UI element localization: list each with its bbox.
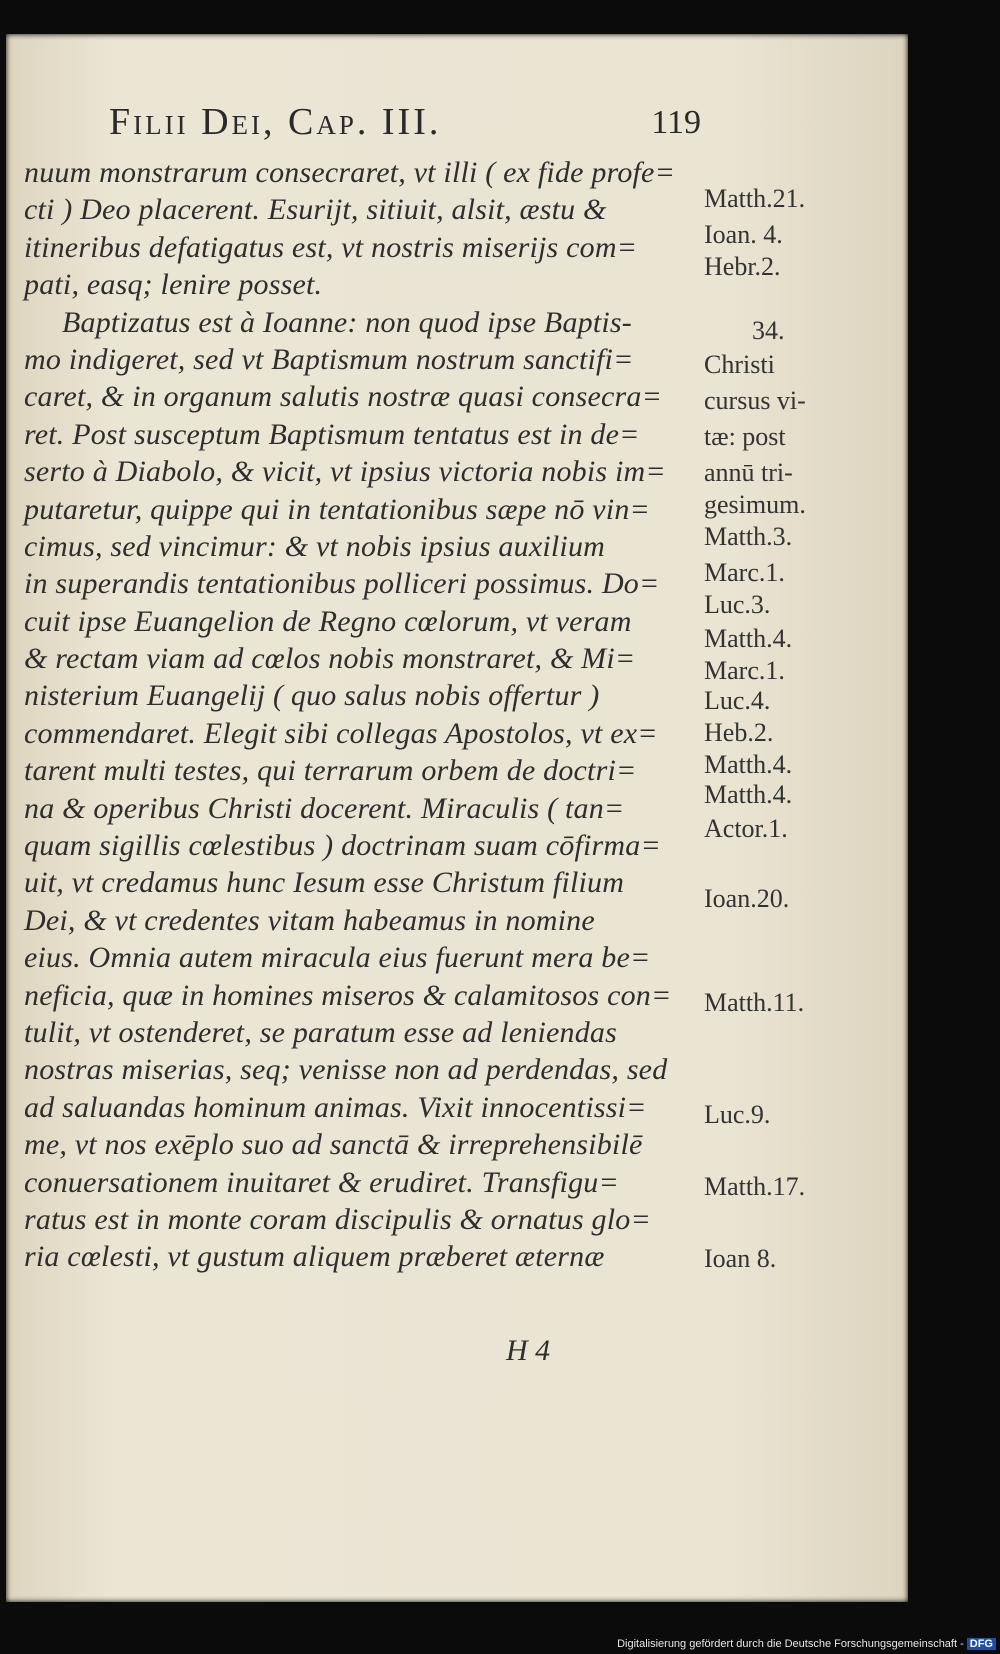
footer-credit xyxy=(617,1638,996,1650)
margin-note: Marc.1. xyxy=(704,558,785,587)
text-line: & rectam viam ad cœlos nobis monstraret, & Mi= xyxy=(24,642,636,676)
text-line: neficia, quæ in homines miseros & calamitosos con= xyxy=(24,978,672,1012)
dfg-logo: DFG xyxy=(967,1638,996,1650)
margin-note: Matth.17. xyxy=(704,1172,806,1201)
running-header xyxy=(109,100,701,154)
text-line: nuum monstrarum consecraret, vt illi ( ex fide profe= xyxy=(24,156,676,189)
margin-note: annū tri- xyxy=(704,458,793,487)
text-line: cimus, sed vincimur: & vt nobis ipsius auxilium xyxy=(24,529,606,563)
text-line: commendaret. Elegit sibi collegas Apostolos, vt ex= xyxy=(24,716,658,750)
text-line: nisterium Euangelij ( quo salus nobis offertur ) xyxy=(24,679,600,713)
text-line: caret, & in organum salutis nostræ quasi consecra= xyxy=(24,380,663,414)
margin-note: Heb.2. xyxy=(704,718,774,747)
text-line: na & operibus Christi docerent. Miraculis ( tan= xyxy=(24,791,625,825)
text-line: mo indigeret, sed vt Baptismum nostrum sanctifi= xyxy=(24,342,634,376)
text-line: conuersationem inuitaret & erudiret. Transfigu= xyxy=(24,1165,619,1199)
text-line: ret. Post susceptum Baptismum tentatus est in de= xyxy=(24,417,640,451)
margin-note: gesimum. xyxy=(704,490,806,519)
margin-note: tæ: post xyxy=(704,422,786,451)
text-line: in superandis tentationibus polliceri possimus. Do= xyxy=(24,567,660,601)
margin-note: Luc.3. xyxy=(704,590,771,619)
text-line: Baptizatus est à Ioanne: non quod ipse Baptis- xyxy=(62,305,632,339)
margin-note: Ioan.20. xyxy=(704,884,790,913)
margin-note: cursus vi- xyxy=(704,386,806,415)
text-line: quam sigillis cœlestibus ) doctrinam suam cōfirma= xyxy=(24,829,661,863)
margin-note: 34. xyxy=(752,316,785,345)
text-line: tarent multi testes, qui terrarum orbem de doctri= xyxy=(24,754,637,788)
margin-note: Matth.3. xyxy=(704,522,793,551)
margin-note: Luc.4. xyxy=(704,686,771,715)
text-line: tulit, vt ostenderet, se paratum esse ad leniendas xyxy=(24,1015,617,1049)
text-line: eius. Omnia autem miracula eius fuerunt mera be= xyxy=(24,941,651,975)
margin-note: Matth.21. xyxy=(704,184,806,213)
body-text xyxy=(24,154,706,1276)
margin-notes xyxy=(704,34,904,1434)
header-title: Filii Dei, Cap. III. xyxy=(109,101,442,143)
text-line: ratus est in monte coram discipulis & ornatus glo= xyxy=(24,1202,651,1236)
text-line: Dei, & vt credentes vitam habeamus in nomine xyxy=(24,903,595,937)
text-line: ad saluandas hominum animas. Vixit innocentissi= xyxy=(24,1090,647,1124)
margin-note: Matth.4. xyxy=(704,624,793,653)
text-line: uit, vt credamus hunc Iesum esse Christum filium xyxy=(24,866,625,900)
margin-note: Matth.4. xyxy=(704,750,793,779)
text-line: putaretur, quippe qui in tentationibus sæpe nō vin= xyxy=(24,492,650,526)
text-line: ria cœlesti, vt gustum aliquem præberet æternæ xyxy=(24,1240,605,1274)
text-line: itineribus defatigatus est, vt nostris miserijs com= xyxy=(24,230,638,264)
margin-note: Hebr.2. xyxy=(704,252,781,281)
signature-mark: H 4 xyxy=(506,1334,551,1367)
margin-note: Matth.4. xyxy=(704,780,793,809)
margin-note: Matth.11. xyxy=(704,988,805,1017)
text-line: serto à Diabolo, & vicit, vt ipsius victoria nobis im= xyxy=(24,455,666,489)
book-page xyxy=(6,34,908,1602)
footer-text: Digitalisierung gefördert durch die Deutsche Forschungsgemeinschaft - xyxy=(617,1638,964,1650)
margin-note: Marc.1. xyxy=(704,656,785,685)
margin-note: Actor.1. xyxy=(704,814,788,843)
text-line: pati, easq; lenire posset. xyxy=(24,268,323,302)
margin-note: Christi xyxy=(704,350,775,379)
text-line: me, vt nos exēplo suo ad sanctā & irreprehensibilē xyxy=(24,1128,643,1162)
page-number: 119 xyxy=(651,104,701,141)
margin-note: Ioan 8. xyxy=(704,1244,777,1273)
margin-note: Ioan. 4. xyxy=(704,220,783,249)
text-line: cti ) Deo placerent. Esurijt, sitiuit, alsit, æstu & xyxy=(24,193,607,227)
margin-note: Luc.9. xyxy=(704,1100,771,1129)
text-line: cuit ipse Euangelion de Regno cœlorum, vt veram xyxy=(24,604,632,638)
text-line: nostras miserias, seq; venisse non ad perdendas, sed xyxy=(24,1053,668,1087)
